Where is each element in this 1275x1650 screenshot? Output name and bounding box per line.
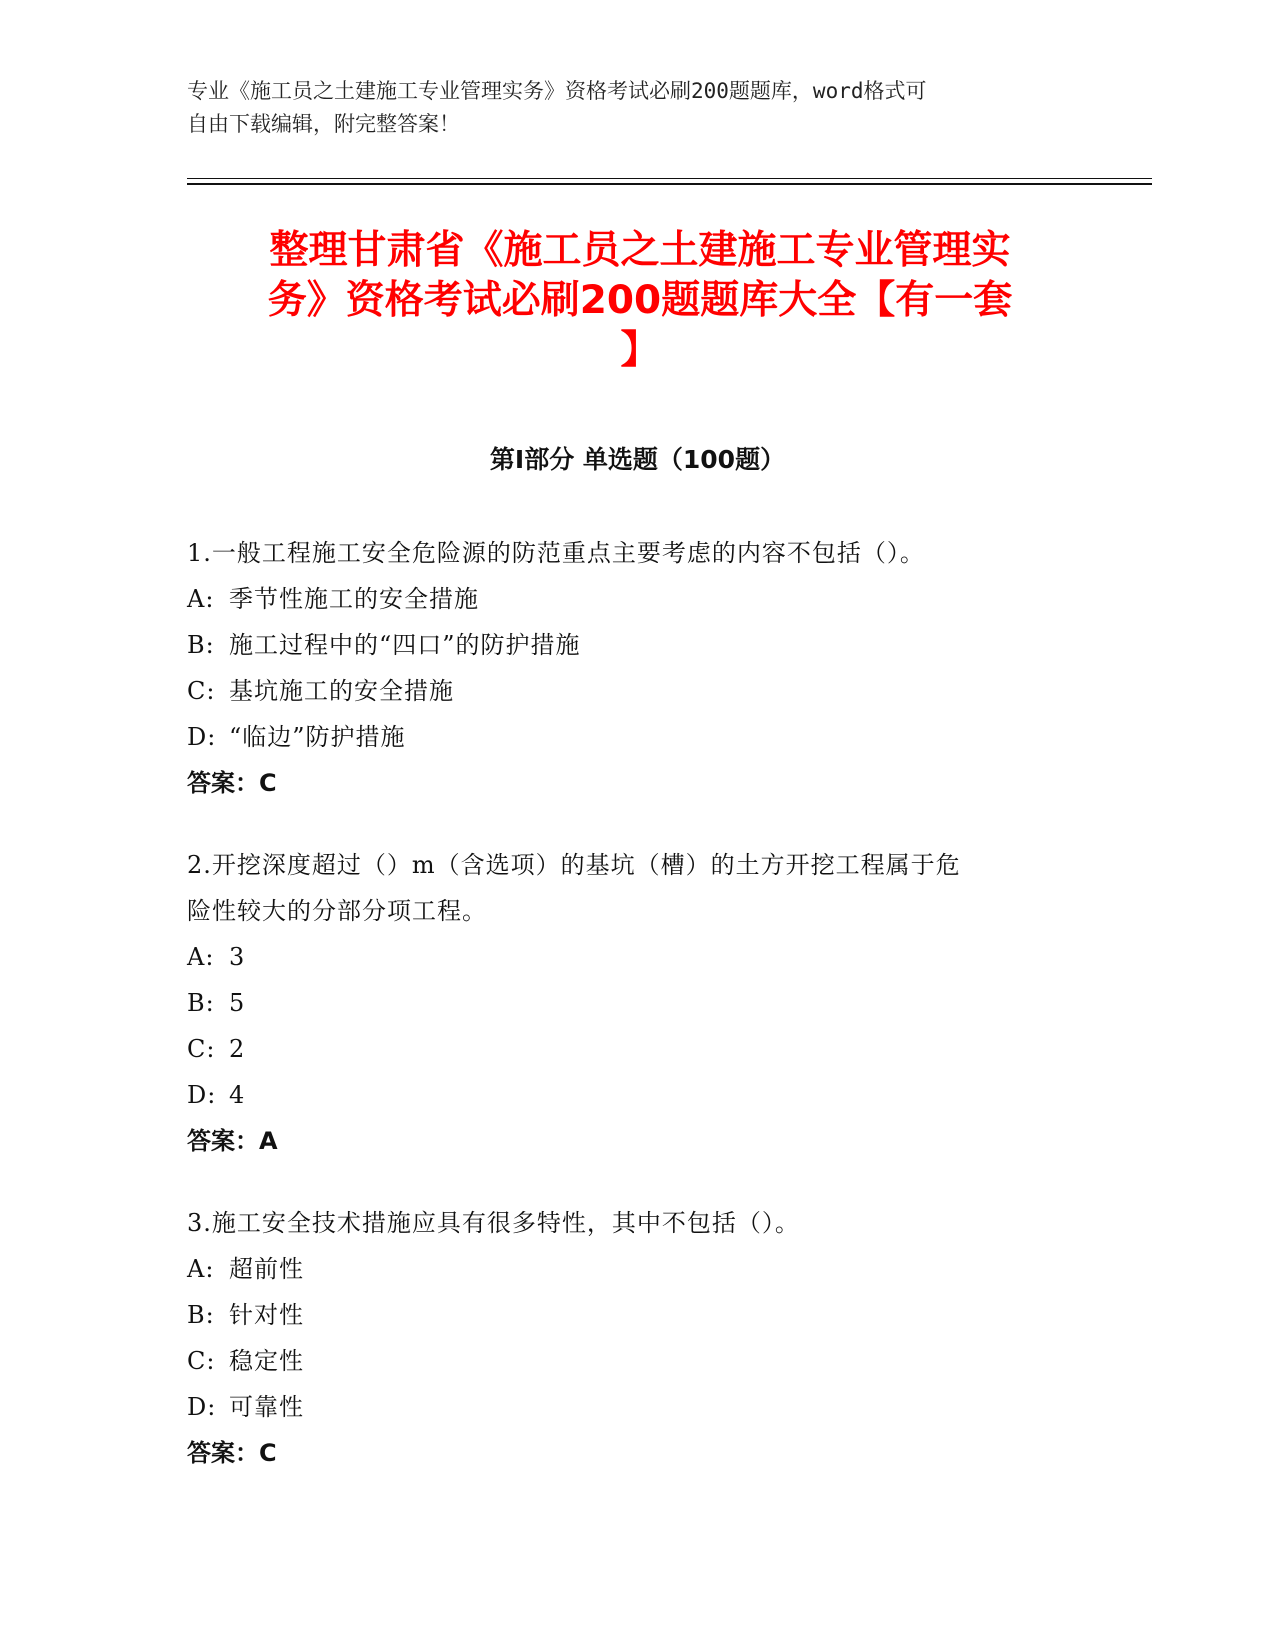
option-text: 季节性施工的安全措施: [229, 585, 479, 613]
question-item: [187, 1200, 1087, 1476]
option-key: D:: [187, 1081, 217, 1109]
option-text: 4: [229, 1081, 246, 1109]
header-note-line: 专业《施工员之土建施工专业管理实务》资格考试必刷200题题库，word格式可: [187, 79, 927, 103]
question-list: [187, 530, 1087, 1512]
title-line: 务》资格考试必刷200题题库大全【有一套: [267, 278, 1013, 323]
option-d: [187, 714, 1087, 760]
option-c: [187, 1338, 1087, 1384]
option-key: B:: [187, 989, 215, 1017]
option-text: 5: [229, 989, 246, 1017]
option-d: [187, 1384, 1087, 1430]
option-b: [187, 980, 1087, 1026]
header-divider: [187, 178, 1152, 179]
header-divider: [187, 183, 1152, 185]
option-key: D:: [187, 1393, 217, 1421]
option-text: 可靠性: [229, 1393, 304, 1421]
question-item: [187, 842, 1087, 1164]
option-text: 超前性: [229, 1255, 304, 1283]
question-stem: 险性较大的分部分项工程。: [187, 897, 487, 925]
option-key: C:: [187, 1035, 216, 1063]
question-item: [187, 530, 1087, 806]
option-key: A:: [187, 943, 215, 971]
question-stem: 2.开挖深度超过（）m（含选项）的基坑（槽）的土方开挖工程属于危: [187, 851, 961, 879]
option-key: C:: [187, 677, 216, 705]
option-text: “临边”防护措施: [229, 723, 406, 751]
option-key: B:: [187, 1301, 215, 1329]
document-title: [190, 226, 1090, 376]
option-text: 3: [229, 943, 246, 971]
answer-label: 答案：C: [187, 1439, 277, 1467]
option-text: 稳定性: [229, 1347, 304, 1375]
question-stem: 1.一般工程施工安全危险源的防范重点主要考虑的内容不包括（）。: [187, 539, 925, 567]
option-key: D:: [187, 723, 217, 751]
header-note-line: 自由下载编辑，附完整答案！: [187, 112, 460, 136]
option-text: 2: [229, 1035, 246, 1063]
question-stem: 3.施工安全技术措施应具有很多特性，其中不包括（）。: [187, 1209, 800, 1237]
title-line: 】: [620, 328, 660, 373]
title-line: 整理甘肃省《施工员之土建施工专业管理实: [269, 228, 1011, 273]
option-c: [187, 668, 1087, 714]
option-key: B:: [187, 631, 215, 659]
answer-label: 答案：A: [187, 1127, 278, 1155]
option-key: A:: [187, 585, 215, 613]
option-a: [187, 576, 1087, 622]
option-key: A:: [187, 1255, 215, 1283]
section-heading: 第I部分 单选题（100题）: [489, 445, 786, 474]
answer-label: 答案：C: [187, 769, 277, 797]
header-note: [187, 75, 1087, 141]
option-text: 施工过程中的“四口”的防护措施: [229, 631, 581, 659]
option-key: C:: [187, 1347, 216, 1375]
option-text: 基坑施工的安全措施: [229, 677, 454, 705]
option-b: [187, 1292, 1087, 1338]
option-a: [187, 1246, 1087, 1292]
option-a: [187, 934, 1087, 980]
option-d: [187, 1072, 1087, 1118]
option-c: [187, 1026, 1087, 1072]
option-b: [187, 622, 1087, 668]
option-text: 针对性: [229, 1301, 304, 1329]
